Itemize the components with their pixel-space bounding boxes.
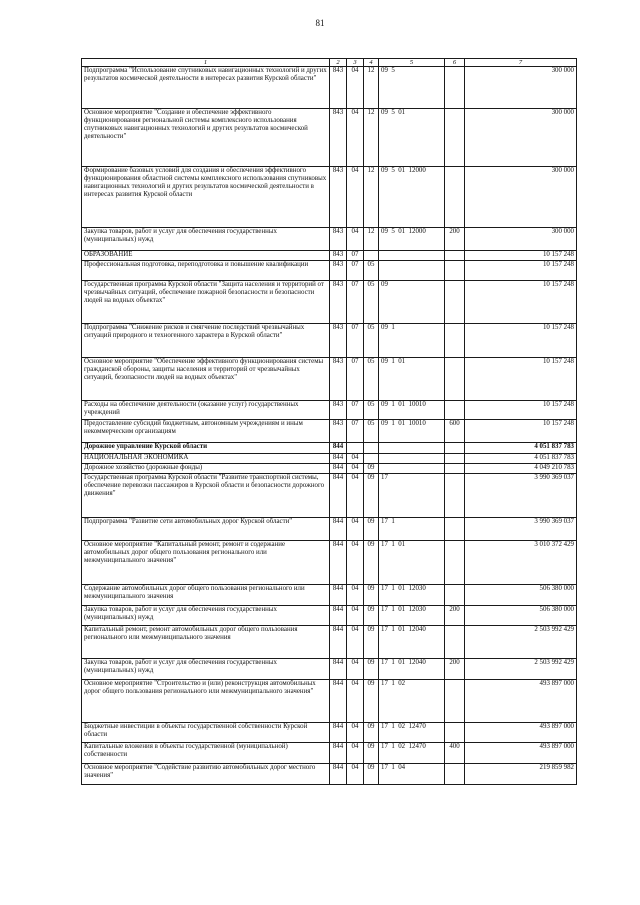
table-row: [82, 109, 577, 167]
expense-type-cell: [445, 67, 465, 109]
section-code-cell: 04: [347, 723, 364, 743]
target-article-cell: 09 1 01: [379, 358, 445, 401]
table-row: [82, 167, 577, 228]
target-article-cell: 09: [379, 281, 445, 324]
item-name-cell: Капитальные вложения в объекты государственной (муниципальной) собственности: [82, 743, 330, 764]
column-header: 6: [445, 59, 465, 67]
table-row: [82, 680, 577, 723]
expense-type-cell: [445, 261, 465, 281]
section-code-cell: 04: [347, 606, 364, 626]
amount-cell: 300 000: [465, 67, 577, 109]
section-code-cell: 04: [347, 764, 364, 785]
target-article-cell: 17 1 01 12030: [379, 585, 445, 606]
table-row: [82, 443, 577, 454]
table-row: [82, 464, 577, 474]
expense-type-cell: 200: [445, 606, 465, 626]
table-row: [82, 228, 577, 251]
admin-code-cell: 843: [330, 358, 347, 401]
item-name-cell: Подпрограмма "Снижение рисков и смягчение последствий чрезвычайных ситуаций природного и техногенного характера в Курской области": [82, 324, 330, 358]
expense-type-cell: [445, 281, 465, 324]
subsection-code-cell: 05: [364, 324, 379, 358]
section-code-cell: 04: [347, 680, 364, 723]
subsection-code-cell: 05: [364, 420, 379, 443]
amount-cell: 3 990 369 037: [465, 518, 577, 541]
column-header: 7: [465, 59, 577, 67]
amount-cell: 493 897 000: [465, 680, 577, 723]
item-name-cell: Закупка товаров, работ и услуг для обеспечения государственных (муниципальных) нужд: [82, 606, 330, 626]
target-article-cell: 17 1 02: [379, 680, 445, 723]
target-article-cell: 17: [379, 474, 445, 518]
table-row: [82, 261, 577, 281]
table-row: [82, 281, 577, 324]
target-article-cell: [379, 261, 445, 281]
target-article-cell: 17 1: [379, 518, 445, 541]
subsection-code-cell: 05: [364, 261, 379, 281]
subsection-code-cell: 12: [364, 167, 379, 228]
subsection-code-cell: 09: [364, 743, 379, 764]
amount-cell: 4 049 210 783: [465, 464, 577, 474]
table-row: [82, 743, 577, 764]
item-name-cell: Подпрограмма "Развитие сети автомобильных дорог Курской области": [82, 518, 330, 541]
item-name-cell: Профессиональная подготовка, переподготовка и повышение квалификации: [82, 261, 330, 281]
expense-type-cell: [445, 518, 465, 541]
table-row: [82, 723, 577, 743]
admin-code-cell: 844: [330, 764, 347, 785]
table-row: [82, 541, 577, 585]
admin-code-cell: 843: [330, 251, 347, 261]
item-name-cell: Дорожное управление Курской области: [82, 443, 330, 454]
expense-type-cell: [445, 109, 465, 167]
target-article-cell: 09 5 01 12000: [379, 228, 445, 251]
item-name-cell: Основное мероприятие "Обеспечение эффективного функционирования системы гражданской обороны, защиты населения и территорий от чрезвычайных ситуаций, безопасности людей на водных объектах": [82, 358, 330, 401]
section-code-cell: 04: [347, 464, 364, 474]
subsection-code-cell: 09: [364, 541, 379, 585]
target-article-cell: 09 5 01 12000: [379, 167, 445, 228]
admin-code-cell: 843: [330, 67, 347, 109]
item-name-cell: Подпрограмма "Использование спутниковых навигационных технологий и других результатов космической деятельности в интересах развития Курской области": [82, 67, 330, 109]
target-article-cell: [379, 443, 445, 454]
admin-code-cell: 844: [330, 585, 347, 606]
subsection-code-cell: 05: [364, 281, 379, 324]
expense-type-cell: 600: [445, 420, 465, 443]
section-code-cell: 04: [347, 518, 364, 541]
amount-cell: 300 000: [465, 228, 577, 251]
item-name-cell: Закупка товаров, работ и услуг для обеспечения государственных (муниципальных) нужд: [82, 228, 330, 251]
target-article-cell: [379, 464, 445, 474]
amount-cell: 2 503 992 429: [465, 659, 577, 680]
item-name-cell: Бюджетные инвестиции в объекты государственной собственности Курской области: [82, 723, 330, 743]
amount-cell: 10 157 248: [465, 324, 577, 358]
subsection-code-cell: [364, 454, 379, 464]
subsection-code-cell: 09: [364, 626, 379, 659]
target-article-cell: 17 1 02 12470: [379, 743, 445, 764]
section-code-cell: 04: [347, 474, 364, 518]
admin-code-cell: 843: [330, 420, 347, 443]
table-row: [82, 585, 577, 606]
budget-table: [81, 58, 577, 785]
item-name-cell: Расходы на обеспечение деятельности (оказание услуг) государственных учреждений: [82, 401, 330, 420]
section-code-cell: 07: [347, 420, 364, 443]
amount-cell: 300 000: [465, 167, 577, 228]
section-code-cell: 04: [347, 585, 364, 606]
subsection-code-cell: [364, 251, 379, 261]
subsection-code-cell: 09: [364, 585, 379, 606]
admin-code-cell: 843: [330, 281, 347, 324]
target-article-cell: 09 1: [379, 324, 445, 358]
subsection-code-cell: 05: [364, 401, 379, 420]
section-code-cell: [347, 443, 364, 454]
item-name-cell: Основное мероприятие "Содействие развитию автомобильных дорог местного значения": [82, 764, 330, 785]
admin-code-cell: 844: [330, 518, 347, 541]
subsection-code-cell: 09: [364, 474, 379, 518]
item-name-cell: Закупка товаров, работ и услуг для обеспечения государственных (муниципальных) нужд: [82, 659, 330, 680]
table-row: [82, 454, 577, 464]
section-code-cell: 04: [347, 743, 364, 764]
table-row: [82, 401, 577, 420]
item-name-cell: ОБРАЗОВАНИЕ: [82, 251, 330, 261]
amount-cell: 3 010 372 429: [465, 541, 577, 585]
target-article-cell: 09 5 01: [379, 109, 445, 167]
admin-code-cell: 843: [330, 167, 347, 228]
expense-type-cell: [445, 324, 465, 358]
table-body: [82, 59, 577, 785]
item-name-cell: Дорожное хозяйство (дорожные фонды): [82, 464, 330, 474]
amount-cell: 493 897 000: [465, 743, 577, 764]
expense-type-cell: [445, 723, 465, 743]
expense-type-cell: [445, 680, 465, 723]
section-code-cell: 04: [347, 541, 364, 585]
amount-cell: 4 051 837 783: [465, 454, 577, 464]
item-name-cell: Государственная программа Курской области "Защита населения и территорий от чрезвычайных ситуаций, обеспечение пожарной безопасности и безопасности людей на водных объектах": [82, 281, 330, 324]
target-article-cell: 17 1 01: [379, 541, 445, 585]
target-article-cell: 09 5: [379, 67, 445, 109]
section-code-cell: 07: [347, 261, 364, 281]
amount-cell: 4 051 837 783: [465, 443, 577, 454]
admin-code-cell: 844: [330, 474, 347, 518]
section-code-cell: 04: [347, 67, 364, 109]
expense-type-cell: [445, 474, 465, 518]
subsection-code-cell: [364, 443, 379, 454]
table-row: [82, 358, 577, 401]
column-header: 3: [347, 59, 364, 67]
column-number-row: [82, 59, 577, 67]
table-row: [82, 518, 577, 541]
column-header: 2: [330, 59, 347, 67]
admin-code-cell: 844: [330, 464, 347, 474]
subsection-code-cell: 09: [364, 606, 379, 626]
expense-type-cell: 200: [445, 228, 465, 251]
table-row: [82, 251, 577, 261]
admin-code-cell: 844: [330, 723, 347, 743]
admin-code-cell: 844: [330, 454, 347, 464]
target-article-cell: 17 1 01 12030: [379, 606, 445, 626]
admin-code-cell: 843: [330, 228, 347, 251]
admin-code-cell: 843: [330, 261, 347, 281]
item-name-cell: НАЦИОНАЛЬНАЯ ЭКОНОМИКА: [82, 454, 330, 464]
expense-type-cell: 200: [445, 659, 465, 680]
subsection-code-cell: 09: [364, 723, 379, 743]
amount-cell: 219 859 982: [465, 764, 577, 785]
column-header: 5: [379, 59, 445, 67]
admin-code-cell: 843: [330, 401, 347, 420]
amount-cell: 10 157 248: [465, 251, 577, 261]
table-row: [82, 324, 577, 358]
admin-code-cell: 844: [330, 606, 347, 626]
admin-code-cell: 844: [330, 659, 347, 680]
expense-type-cell: 400: [445, 743, 465, 764]
table-row: [82, 764, 577, 785]
section-code-cell: 04: [347, 109, 364, 167]
amount-cell: 10 157 248: [465, 420, 577, 443]
item-name-cell: Государственная программа Курской области "Развитие транспортной системы, обеспечение перевозки пассажиров в Курской области и безопасности дорожного движения": [82, 474, 330, 518]
item-name-cell: Капитальный ремонт, ремонт автомобильных дорог общего пользования регионального или межмуниципального значения: [82, 626, 330, 659]
subsection-code-cell: 09: [364, 518, 379, 541]
expense-type-cell: [445, 358, 465, 401]
subsection-code-cell: 05: [364, 358, 379, 401]
section-code-cell: 07: [347, 401, 364, 420]
page-number: 81: [315, 18, 325, 28]
expense-type-cell: [445, 443, 465, 454]
admin-code-cell: 844: [330, 626, 347, 659]
amount-cell: 493 897 000: [465, 723, 577, 743]
amount-cell: 2 503 992 429: [465, 626, 577, 659]
admin-code-cell: 843: [330, 109, 347, 167]
expense-type-cell: [445, 454, 465, 464]
expense-type-cell: [445, 401, 465, 420]
target-article-cell: 09 1 01 10010: [379, 401, 445, 420]
section-code-cell: 04: [347, 659, 364, 680]
amount-cell: 10 157 248: [465, 358, 577, 401]
item-name-cell: Формирование базовых условий для создания и обеспечения эффективного функционирования областной системы комплексного использования спутниковых навигационных технологий и других результатов космической деятельности в интересах развития Курской области: [82, 167, 330, 228]
amount-cell: 506 380 000: [465, 585, 577, 606]
amount-cell: 10 157 248: [465, 401, 577, 420]
expense-type-cell: [445, 464, 465, 474]
section-code-cell: 04: [347, 454, 364, 464]
expense-type-cell: [445, 167, 465, 228]
subsection-code-cell: 09: [364, 764, 379, 785]
expense-type-cell: [445, 541, 465, 585]
target-article-cell: 09 1 01 10010: [379, 420, 445, 443]
item-name-cell: Основное мероприятие "Капитальный ремонт, ремонт и содержание автомобильных дорог общего пользования регионального или межмуниципального значения": [82, 541, 330, 585]
subsection-code-cell: 09: [364, 659, 379, 680]
expense-type-cell: [445, 764, 465, 785]
amount-cell: 300 000: [465, 109, 577, 167]
admin-code-cell: 844: [330, 541, 347, 585]
item-name-cell: Основное мероприятие "Строительство и (или) реконструкция автомобильных дорог общего пользования регионального или межмуниципального значения": [82, 680, 330, 723]
target-article-cell: 17 1 01 12040: [379, 626, 445, 659]
section-code-cell: 04: [347, 167, 364, 228]
section-code-cell: 07: [347, 251, 364, 261]
target-article-cell: [379, 251, 445, 261]
subsection-code-cell: 09: [364, 680, 379, 723]
target-article-cell: 17 1 02 12470: [379, 723, 445, 743]
item-name-cell: Содержание автомобильных дорог общего пользования регионального или межмуниципального значения: [82, 585, 330, 606]
item-name-cell: Предоставление субсидий бюджетным, автономным учреждениям и иным некоммерческим организациям: [82, 420, 330, 443]
admin-code-cell: 843: [330, 324, 347, 358]
amount-cell: 3 990 369 037: [465, 474, 577, 518]
column-header: 4: [364, 59, 379, 67]
amount-cell: 10 157 248: [465, 281, 577, 324]
expense-type-cell: [445, 626, 465, 659]
subsection-code-cell: 12: [364, 228, 379, 251]
section-code-cell: 04: [347, 626, 364, 659]
target-article-cell: 17 1 01 12040: [379, 659, 445, 680]
subsection-code-cell: 12: [364, 109, 379, 167]
section-code-cell: 07: [347, 324, 364, 358]
target-article-cell: 17 1 04: [379, 764, 445, 785]
expense-type-cell: [445, 251, 465, 261]
amount-cell: 506 380 000: [465, 606, 577, 626]
section-code-cell: 07: [347, 358, 364, 401]
section-code-cell: 07: [347, 281, 364, 324]
table-row: [82, 659, 577, 680]
expense-type-cell: [445, 585, 465, 606]
subsection-code-cell: 12: [364, 67, 379, 109]
subsection-code-cell: 09: [364, 464, 379, 474]
table-row: [82, 474, 577, 518]
admin-code-cell: 844: [330, 443, 347, 454]
table-row: [82, 67, 577, 109]
section-code-cell: 04: [347, 228, 364, 251]
target-article-cell: [379, 454, 445, 464]
admin-code-cell: 844: [330, 743, 347, 764]
item-name-cell: Основное мероприятие "Создание и обеспечение эффективного функционирования региональной системы комплексного использования спутниковых навигационных технологий и других результатов космической деятельности": [82, 109, 330, 167]
table-row: [82, 420, 577, 443]
admin-code-cell: 844: [330, 680, 347, 723]
amount-cell: 10 157 248: [465, 261, 577, 281]
column-header: 1: [82, 59, 330, 67]
table-row: [82, 606, 577, 626]
table-row: [82, 626, 577, 659]
